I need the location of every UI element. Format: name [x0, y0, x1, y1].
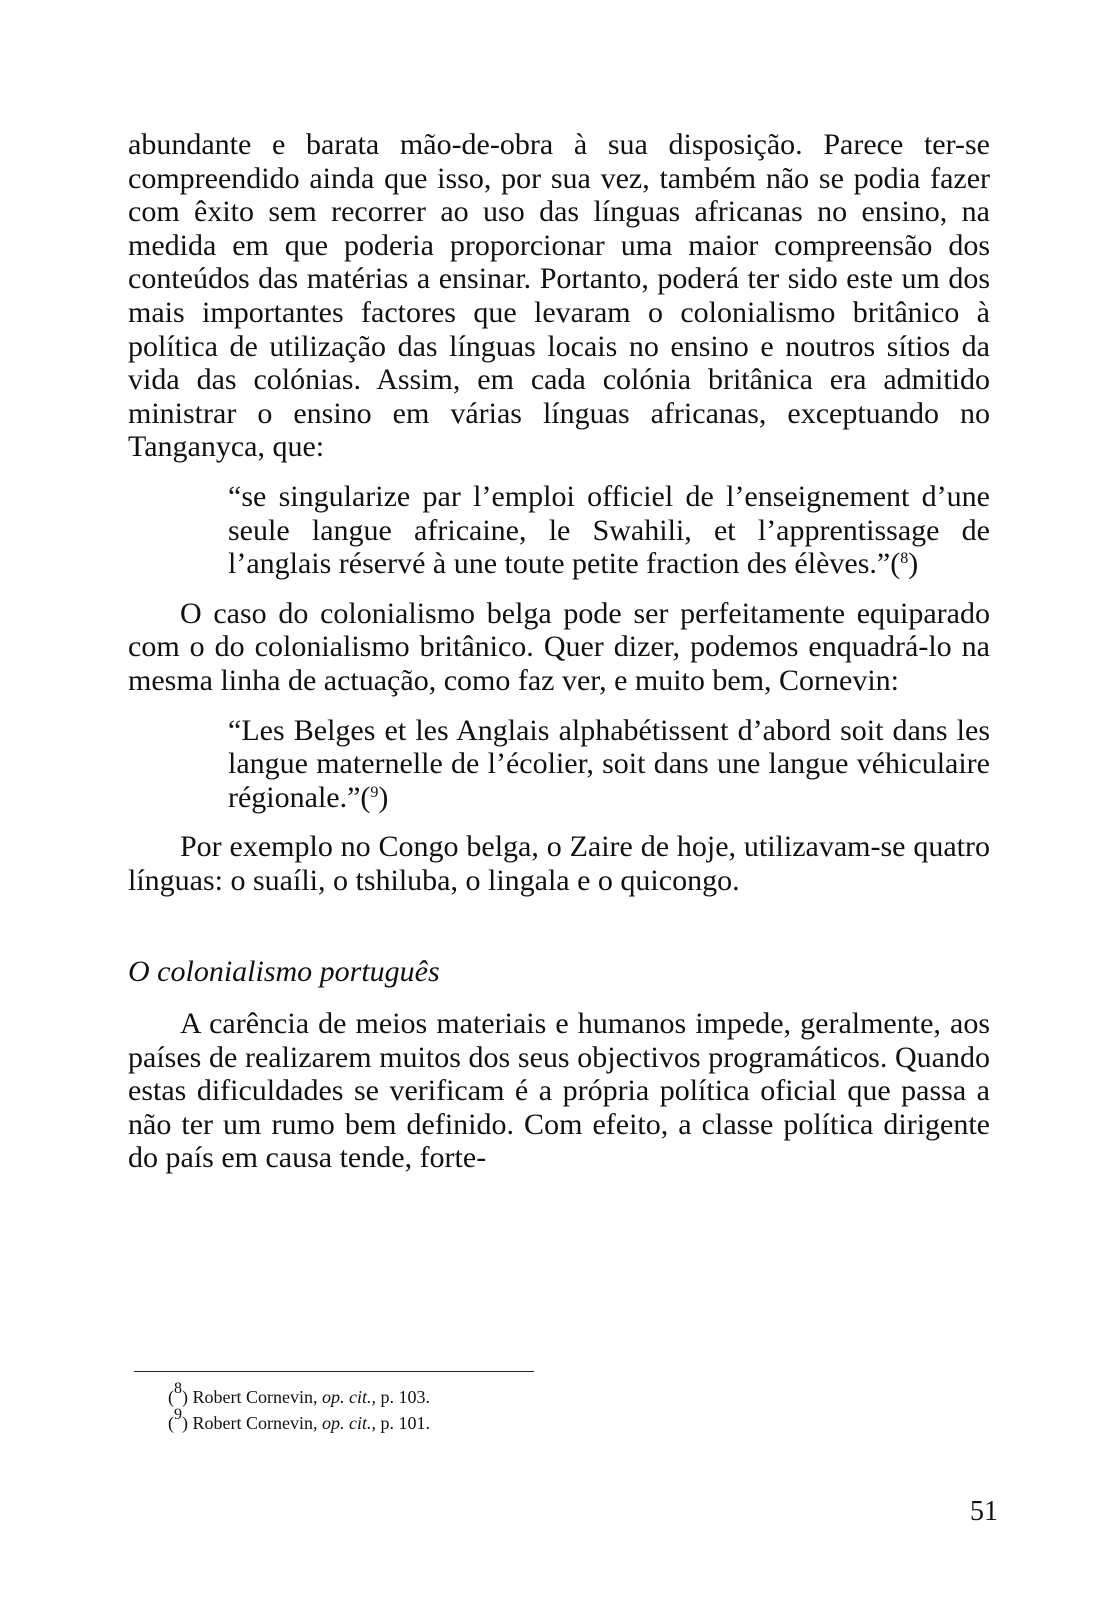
- footnote-9: ($^9$) Robert Cornevin, op. cit., p. 101.: [168, 1406, 430, 1433]
- block-quote-1: [228, 480, 990, 581]
- block-quote-2-text: “Les Belges et les Anglais alphabétissent d’abord soit dans les langue maternelle de l’écolier, soit dans une langue véhiculaire régionale.”(: [228, 713, 990, 814]
- footnote-author: Robert Cornevin,: [192, 1413, 318, 1433]
- footnote-ref-8: 8: [900, 550, 909, 568]
- footnote-number: 8: [174, 1380, 182, 1397]
- footnote-divider: [134, 1371, 534, 1372]
- page-body: [128, 128, 990, 1175]
- page-number: 51: [970, 1496, 998, 1527]
- paragraph-2: O caso do colonialismo belga pode ser perfeitamente equiparado com o do colonialismo britânico. Quer dizer, podemos enquadrá-lo na mesma linha de actuação, como faz ver, e muito bem, Cornevin:: [128, 596, 990, 697]
- section-heading: O colonialismo português: [128, 955, 440, 989]
- footnote-page: p. 101.: [380, 1413, 430, 1433]
- close-paren: ): [378, 780, 389, 814]
- footnote-cite: op. cit.,: [321, 1387, 376, 1407]
- paragraph-3: Por exemplo no Congo belga, o Zaire de hoje, utilizavam-se quatro línguas: o suaíli, o tshiluba, o lingala e o quicongo.: [128, 830, 990, 897]
- paragraph-4: A carência de meios materiais e humanos impede, geralmente, aos países de realizarem muitos dos seus objectivos programáticos. Quando estas dificuldades se verificam é a própria política oficial que passa a não ter um rumo bem definido. Com efeito, a classe política dirigente do país em causa tende, forte-: [128, 1007, 990, 1175]
- close-paren: ): [908, 547, 919, 581]
- footnotes: [168, 1380, 868, 1436]
- footnote-cite: op. cit.,: [321, 1413, 376, 1433]
- footnote-ref-9: 9: [370, 783, 379, 801]
- footnote-author: Robert Cornevin,: [192, 1387, 318, 1407]
- block-quote-2: [228, 714, 990, 815]
- paragraph-1: abundante e barata mão-de-obra à sua disposição. Parece ter-se compreendido ainda que isso, por sua vez, também não se podia fazer com êxito sem recorrer ao uso das línguas africanas no ensino, na medida em que poderia proporcionar uma maior compreensão dos conteúdos das matérias a ensinar. Portanto, poderá ter sido este um dos mais importantes factores que levaram o colonialismo britânico à política de utilização das línguas locais no ensino e noutros sítios da vida das colónias. Assim, em cada colónia britânica era admitido ministrar o ensino em várias línguas africanas, exceptuando no Tanganyca, que:: [128, 128, 990, 464]
- footnote-number: 9: [174, 1406, 182, 1423]
- block-quote-1-text: “se singularize par l’emploi officiel de l’enseignement d’une seule langue africaine, le Swahili, et l’apprentissage de l’anglais réservé à une toute petite fraction des élèves.”(: [228, 479, 990, 581]
- footnote-page: p. 103.: [380, 1387, 430, 1407]
- footnote-8: ($^8$) Robert Cornevin, op. cit., p. 103.: [168, 1380, 430, 1407]
